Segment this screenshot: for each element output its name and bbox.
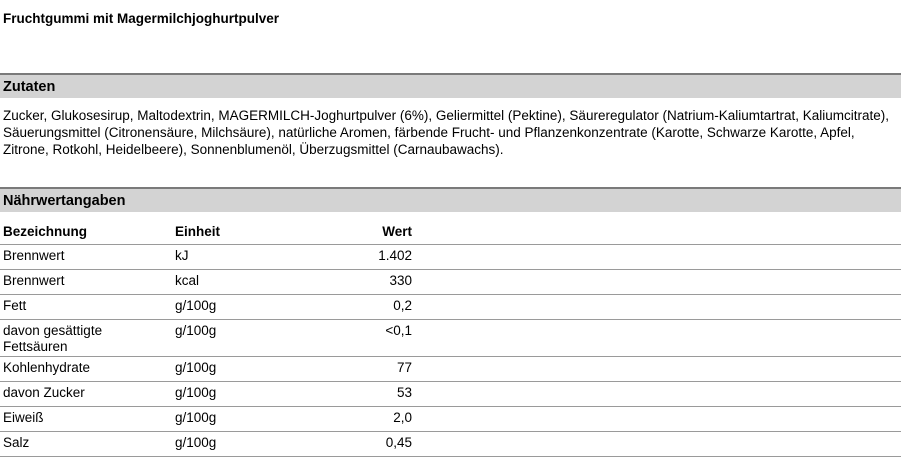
nutrient-name: davon gesättigte Fettsäuren (0, 320, 172, 357)
nutrient-unit: kJ (172, 245, 359, 270)
table-row (0, 357, 901, 382)
nutrient-name: Fett (0, 295, 172, 320)
table-row (0, 432, 901, 457)
row-spacer (415, 320, 901, 357)
row-spacer (415, 432, 901, 457)
column-header-unit: Einheit (172, 222, 359, 245)
row-spacer (415, 382, 901, 407)
nutrient-unit: g/100g (172, 320, 359, 357)
row-spacer (415, 407, 901, 432)
zutaten-heading: Zutaten (3, 79, 56, 95)
row-spacer (415, 357, 901, 382)
table-row (0, 295, 901, 320)
nutrient-unit: g/100g (172, 432, 359, 457)
column-header-spacer (415, 222, 901, 245)
nutrition-table (0, 222, 901, 457)
ingredients-text: Zucker, Glukosesirup, Maltodextrin, MAGERMILCH-Joghurtpulver (6%), Geliermittel (Pektine), Säureregulator (Natrium-Kaliumtartrat, Kaliumcitrate), Säuerungsmittel (Citronensäure, Milchsäure), natürliche Aromen, färbende Frucht- und Pflanzenkonzentrate (Karotte, Schwarze Karotte, Apfel, Zitrone, Rotkohl, Heidelbeere), Sonnenblumenöl, Überzugsmittel (Carnaubawachs). (3, 108, 890, 157)
row-spacer (415, 295, 901, 320)
nutrient-value: 0,2 (359, 295, 415, 320)
product-title: Fruchtgummi mit Magermilchjoghurtpulver (3, 11, 280, 26)
naehrwert-section-header (0, 187, 901, 212)
table-row (0, 245, 901, 270)
nutrient-name: davon Zucker (0, 382, 172, 407)
table-row (0, 320, 901, 357)
nutrient-value: 1.402 (359, 245, 415, 270)
nutrient-unit: g/100g (172, 382, 359, 407)
nutrient-unit: g/100g (172, 407, 359, 432)
table-header-row (0, 222, 901, 245)
naehrwert-heading: Nährwertangaben (3, 193, 126, 209)
nutrient-name: Eiweiß (0, 407, 172, 432)
table-row (0, 270, 901, 295)
nutrient-value: 330 (359, 270, 415, 295)
nutrient-value: 2,0 (359, 407, 415, 432)
nutrient-unit: kcal (172, 270, 359, 295)
row-spacer (415, 270, 901, 295)
nutrient-name: Brennwert (0, 270, 172, 295)
column-header-value: Wert (359, 222, 415, 245)
nutrient-value: 77 (359, 357, 415, 382)
table-row (0, 407, 901, 432)
nutrient-unit: g/100g (172, 295, 359, 320)
nutrient-unit: g/100g (172, 357, 359, 382)
column-header-name: Bezeichnung (0, 222, 172, 245)
table-row (0, 382, 901, 407)
nutrient-value: 0,45 (359, 432, 415, 457)
nutrient-value: 53 (359, 382, 415, 407)
nutrient-name: Salz (0, 432, 172, 457)
nutrient-name: Brennwert (0, 245, 172, 270)
nutrient-name: Kohlenhydrate (0, 357, 172, 382)
nutrient-value: <0,1 (359, 320, 415, 357)
row-spacer (415, 245, 901, 270)
zutaten-section-header (0, 73, 901, 98)
